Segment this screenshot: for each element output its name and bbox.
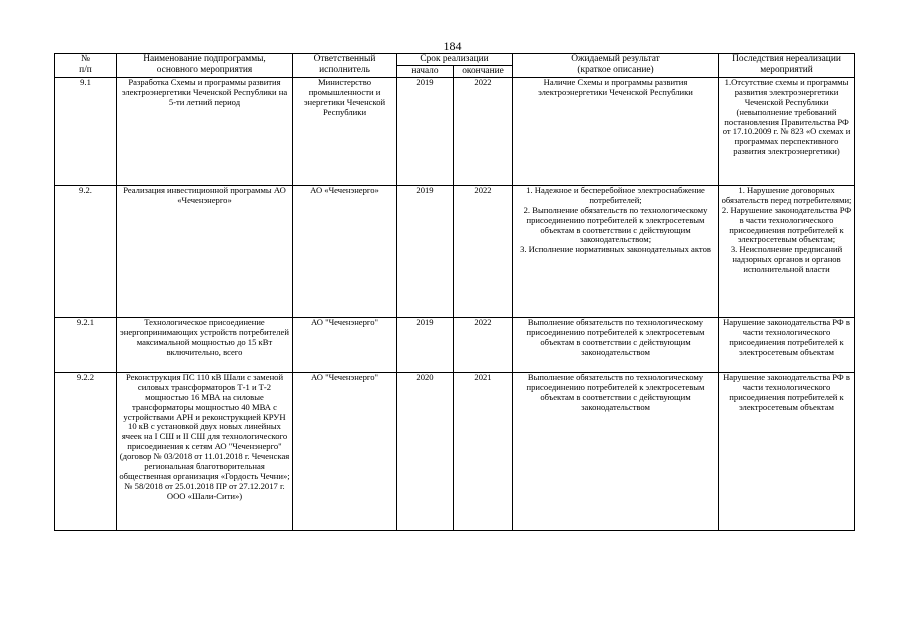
table-row [55, 372, 855, 530]
cell-end: 2022 [454, 77, 513, 185]
table-row [55, 185, 855, 317]
cell-consequences: Нарушение законодательства РФ в части технологического присоединения потребителей к электросетевым объектам [719, 372, 855, 530]
table-row [55, 317, 855, 372]
cell-responsible: АО «Чеченэнерго» [293, 185, 397, 317]
table-row [55, 77, 855, 185]
cell-num: 9.2.1 [55, 317, 117, 372]
cell-start: 2019 [397, 77, 454, 185]
cell-num: 9.2.2 [55, 372, 117, 530]
cell-end: 2021 [454, 372, 513, 530]
header-row [55, 54, 855, 66]
header-end: окончание [454, 65, 513, 77]
cell-result: Выполнение обязательств по технологическому присоединению потребителей к электросетевым объектам в соответствии с действующим законодательством [513, 317, 719, 372]
header-num: № п/п [55, 54, 117, 78]
cell-consequences: 1.Отсутствие схемы и программы развития электроэнергетики Чеченской Республики (невыполнение требований постановления Правительства РФ от 17.10.2009 г. № 823 «О схемах и программах перспективного развития электроэнергетики) [719, 77, 855, 185]
header-consequences: Последствия нереализации мероприятий [719, 54, 855, 78]
cell-name: Реализация инвестиционной программы АО «Чеченэнерго» [117, 185, 293, 317]
cell-start: 2019 [397, 185, 454, 317]
cell-name: Технологическое присоединение энергопринимающих устройств потребителей максимальной мощностью до 15 кВт включительно, всего [117, 317, 293, 372]
header-name: Наименование подпрограммы, основного мероприятия [117, 54, 293, 78]
header-responsible: Ответственный исполнитель [293, 54, 397, 78]
header-period: Срок реализации [397, 54, 513, 66]
cell-responsible: АО "Чеченэнерго" [293, 317, 397, 372]
cell-consequences: 1. Нарушение договорных обязательств перед потребителями; 2. Нарушение законодательства РФ в части технологического присоединения потребителей к электросетевым объектам; 3. Неисполнение предписаний надзорных органов и органов исполнительной власти [719, 185, 855, 317]
cell-num: 9.1 [55, 77, 117, 185]
header-start: начало [397, 65, 454, 77]
cell-consequences: Нарушение законодательства РФ в части технологического присоединения потребителей к электросетевым объектам [719, 317, 855, 372]
cell-end: 2022 [454, 317, 513, 372]
cell-responsible: Министерство промышленности и энергетики Чеченской Республики [293, 77, 397, 185]
cell-end: 2022 [454, 185, 513, 317]
cell-name: Реконструкция ПС 110 кВ Шали с заменой силовых трансформаторов Т-1 и Т-2 мощностью 16 МВА на силовые трансформаторы мощностью 40 МВА с устройствами АРН и реконструкцией КРУН 10 кВ с установкой двух новых линейных ячеек на I СШ и II СШ для технологического присоединения к сетям АО "Чеченэнерго" (договор № 03/2018 от 11.01.2018 г. Чеченская региональная благотворительная общественная организация «Гордость Чечни»; № 58/2018 от 25.01.2018 ПР от 27.12.2017 г. ООО «Шали-Сити») [117, 372, 293, 530]
page-number: 184 [443, 39, 462, 53]
cell-name: Разработка Схемы и программы развития электроэнергетики Чеченской Республики на 5-ти летний период [117, 77, 293, 185]
cell-responsible: АО "Чеченэнерго" [293, 372, 397, 530]
cell-result: 1. Надежное и бесперебойное электроснабжение потребителей; 2. Выполнение обязательств по технологическому присоединению потребителей к электросетевым объектам в соответствии с действующим законодательством; 3. Исполнение нормативных законодательных актов [513, 185, 719, 317]
cell-start: 2020 [397, 372, 454, 530]
cell-start: 2019 [397, 317, 454, 372]
cell-result: Наличие Схемы и программы развития электроэнергетики Чеченской Республики [513, 77, 719, 185]
cell-num: 9.2. [55, 185, 117, 317]
program-table [54, 53, 855, 531]
header-result: Ожидаемый результат (краткое описание) [513, 54, 719, 78]
cell-result: Выполнение обязательств по технологическому присоединению потребителей к электросетевым объектам в соответствии с действующим законодательством [513, 372, 719, 530]
